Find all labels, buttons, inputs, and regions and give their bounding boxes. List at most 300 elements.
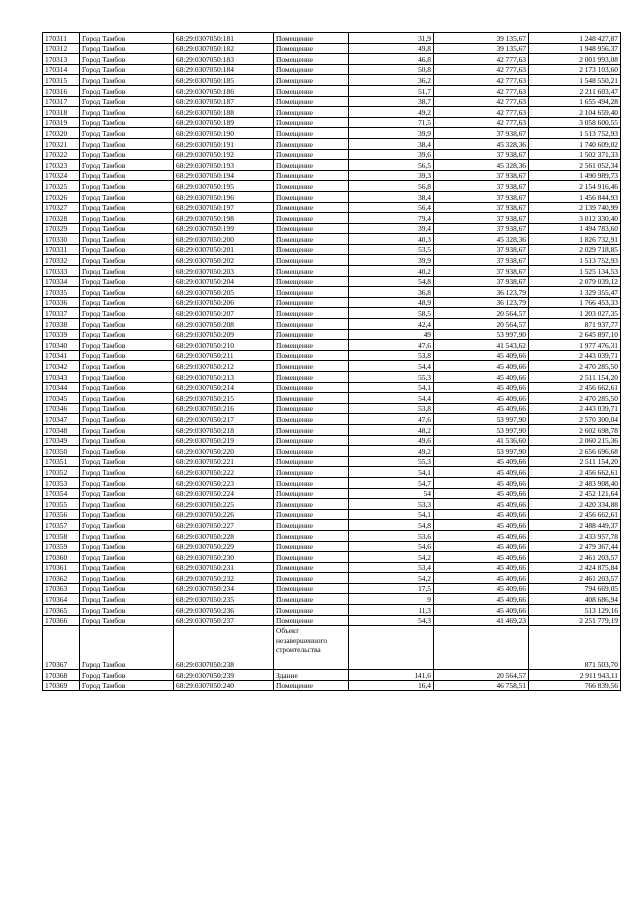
cell-record-id: 170311 (43, 33, 80, 44)
cell-city: Город Тамбов (80, 54, 174, 65)
cell-cadastral-number: 68:29:0307050:201 (174, 244, 274, 255)
cell-object-type: Помещение (274, 297, 349, 308)
cell-cadastral-number: 68:29:0307050:226 (174, 509, 274, 520)
cell-cadastral-value: 2 602 698,78 (529, 424, 621, 435)
cell-cadastral-value: 871 503,70 (529, 626, 621, 670)
cell-record-id: 170326 (43, 191, 80, 202)
cell-city: Город Тамбов (80, 350, 174, 361)
table-row (43, 202, 621, 213)
cell-city: Город Тамбов (80, 266, 174, 277)
cell-object-type: Помещение (274, 562, 349, 573)
cell-area: 54 (349, 488, 434, 499)
cell-area: 54,7 (349, 477, 434, 488)
cell-city: Город Тамбов (80, 499, 174, 510)
cell-record-id: 170339 (43, 329, 80, 340)
cell-area: 49,8 (349, 43, 434, 54)
cell-unit-value: 41 536,60 (434, 435, 529, 446)
cell-city: Город Тамбов (80, 393, 174, 404)
cell-cadastral-number: 68:29:0307050:186 (174, 85, 274, 96)
cell-object-type: Помещение (274, 583, 349, 594)
cell-cadastral-value: 2 456 662,61 (529, 509, 621, 520)
table-row (43, 488, 621, 499)
cell-cadastral-number: 68:29:0307050:200 (174, 234, 274, 245)
cell-cadastral-value: 2 211 603,47 (529, 85, 621, 96)
cell-record-id: 170363 (43, 583, 80, 594)
cell-city: Город Тамбов (80, 361, 174, 372)
cell-cadastral-value: 1 494 783,60 (529, 223, 621, 234)
cell-cadastral-value: 1 203 027,35 (529, 308, 621, 319)
cell-cadastral-number: 68:29:0307050:227 (174, 520, 274, 531)
cell-cadastral-value: 2 420 334,88 (529, 499, 621, 510)
cell-object-type: Помещение (274, 488, 349, 499)
cell-object-type: Помещение (274, 680, 349, 691)
cell-cadastral-value: 2 251 779,19 (529, 615, 621, 626)
table-row (43, 626, 621, 670)
cell-object-type: Объект незавершенного строительства (274, 626, 349, 670)
cell-unit-value: 45 409,66 (434, 552, 529, 563)
table-row (43, 615, 621, 626)
cell-cadastral-number: 68:29:0307050:206 (174, 297, 274, 308)
cell-object-type: Помещение (274, 605, 349, 616)
cell-area: 38,4 (349, 191, 434, 202)
cell-unit-value: 37 938,67 (434, 128, 529, 139)
cell-cadastral-value: 2 470 285,50 (529, 361, 621, 372)
cell-city: Город Тамбов (80, 202, 174, 213)
cell-city: Город Тамбов (80, 96, 174, 107)
cell-cadastral-number: 68:29:0307050:219 (174, 435, 274, 446)
cell-cadastral-value: 2 029 718,85 (529, 244, 621, 255)
cell-cadastral-number: 68:29:0307050:190 (174, 128, 274, 139)
cell-object-type: Помещение (274, 594, 349, 605)
cell-cadastral-value: 871 937,77 (529, 319, 621, 330)
cell-city: Город Тамбов (80, 477, 174, 488)
cell-object-type: Помещение (274, 43, 349, 54)
cell-object-type: Помещение (274, 287, 349, 298)
cell-cadastral-value: 1 329 355,47 (529, 287, 621, 298)
cell-cadastral-number: 68:29:0307050:229 (174, 541, 274, 552)
cell-unit-value: 45 409,66 (434, 382, 529, 393)
cell-cadastral-number: 68:29:0307050:202 (174, 255, 274, 266)
cell-city: Город Тамбов (80, 170, 174, 181)
cell-area: 54,1 (349, 382, 434, 393)
cell-city: Город Тамбов (80, 605, 174, 616)
cell-cadastral-number: 68:29:0307050:197 (174, 202, 274, 213)
cell-city: Город Тамбов (80, 244, 174, 255)
table-row (43, 75, 621, 86)
cell-unit-value: 45 409,66 (434, 477, 529, 488)
cell-cadastral-value: 2 511 154,20 (529, 372, 621, 383)
cell-cadastral-value: 2 456 662,61 (529, 467, 621, 478)
cell-city: Город Тамбов (80, 276, 174, 287)
cell-area: 54,1 (349, 467, 434, 478)
cell-cadastral-value: 513 129,16 (529, 605, 621, 616)
cell-cadastral-value: 2 570 300,04 (529, 414, 621, 425)
cell-cadastral-value: 2 456 662,61 (529, 382, 621, 393)
cell-unit-value: 39 135,67 (434, 43, 529, 54)
cell-record-id: 170328 (43, 213, 80, 224)
cell-cadastral-value: 1 977 476,31 (529, 340, 621, 351)
cell-unit-value: 45 409,66 (434, 509, 529, 520)
cell-object-type: Помещение (274, 329, 349, 340)
cell-object-type: Помещение (274, 520, 349, 531)
cell-area: 39,4 (349, 223, 434, 234)
cell-city: Город Тамбов (80, 435, 174, 446)
cell-record-id: 170354 (43, 488, 80, 499)
cell-cadastral-value: 2 470 285,50 (529, 393, 621, 404)
cell-city: Город Тамбов (80, 138, 174, 149)
cell-record-id: 170347 (43, 414, 80, 425)
cell-area: 54,4 (349, 393, 434, 404)
cell-unit-value: 53 997,90 (434, 424, 529, 435)
cell-record-id: 170366 (43, 615, 80, 626)
cell-cadastral-number: 68:29:0307050:222 (174, 467, 274, 478)
table-row (43, 329, 621, 340)
cell-cadastral-value: 1 548 550,21 (529, 75, 621, 86)
cell-unit-value: 53 997,90 (434, 414, 529, 425)
cell-unit-value: 20 564,57 (434, 308, 529, 319)
cell-unit-value: 42 777,63 (434, 64, 529, 75)
table-row (43, 361, 621, 372)
cell-cadastral-value: 766 839,56 (529, 680, 621, 691)
cell-unit-value: 45 409,66 (434, 562, 529, 573)
cell-area: 79,4 (349, 213, 434, 224)
cell-record-id: 170360 (43, 552, 80, 563)
cell-unit-value: 37 938,67 (434, 170, 529, 181)
cell-cadastral-value: 794 669,05 (529, 583, 621, 594)
cell-object-type: Помещение (274, 308, 349, 319)
table-body (43, 33, 621, 691)
cell-object-type: Помещение (274, 223, 349, 234)
cell-object-type: Помещение (274, 266, 349, 277)
cell-cadastral-value: 1 513 752,93 (529, 128, 621, 139)
table-row (43, 403, 621, 414)
cell-unit-value: 42 777,63 (434, 75, 529, 86)
table-row (43, 255, 621, 266)
cell-cadastral-value: 2 443 039,71 (529, 350, 621, 361)
cell-cadastral-number: 68:29:0307050:188 (174, 107, 274, 118)
cell-record-id: 170323 (43, 160, 80, 171)
cell-city: Город Тамбов (80, 117, 174, 128)
cell-cadastral-number: 68:29:0307050:230 (174, 552, 274, 563)
cell-object-type: Помещение (274, 276, 349, 287)
cell-area: 40,2 (349, 266, 434, 277)
cell-object-type: Помещение (274, 191, 349, 202)
cell-object-type: Помещение (274, 382, 349, 393)
cell-object-type: Помещение (274, 181, 349, 192)
table-row (43, 96, 621, 107)
cell-cadastral-value: 2 060 215,36 (529, 435, 621, 446)
cell-unit-value: 53 997,90 (434, 329, 529, 340)
cell-cadastral-number: 68:29:0307050:228 (174, 530, 274, 541)
cell-area: 54,2 (349, 573, 434, 584)
table-row (43, 85, 621, 96)
cell-cadastral-value: 1 655 494,28 (529, 96, 621, 107)
cell-cadastral-number: 68:29:0307050:207 (174, 308, 274, 319)
cell-city: Город Тамбов (80, 75, 174, 86)
cell-cadastral-value: 2 443 039,71 (529, 403, 621, 414)
cell-cadastral-number: 68:29:0307050:203 (174, 266, 274, 277)
cell-area: 54,8 (349, 520, 434, 531)
cell-unit-value: 37 938,67 (434, 276, 529, 287)
cell-object-type: Помещение (274, 456, 349, 467)
cell-area: 54,8 (349, 276, 434, 287)
cell-unit-value: 45 328,36 (434, 160, 529, 171)
cell-unit-value: 45 409,66 (434, 499, 529, 510)
table-row (43, 244, 621, 255)
cell-unit-value: 42 777,63 (434, 85, 529, 96)
cell-cadastral-value: 2 511 154,20 (529, 456, 621, 467)
cell-city: Город Тамбов (80, 414, 174, 425)
cell-unit-value: 42 777,63 (434, 54, 529, 65)
table-row (43, 276, 621, 287)
table-row (43, 435, 621, 446)
table-row (43, 605, 621, 616)
cell-cadastral-number: 68:29:0307050:215 (174, 393, 274, 404)
cell-cadastral-number: 68:29:0307050:192 (174, 149, 274, 160)
cell-record-id: 170327 (43, 202, 80, 213)
cell-area: 54,3 (349, 615, 434, 626)
cell-area: 46,8 (349, 54, 434, 65)
table-row (43, 287, 621, 298)
cell-record-id: 170344 (43, 382, 80, 393)
cell-cadastral-value: 1 513 752,93 (529, 255, 621, 266)
cell-area: 53,4 (349, 562, 434, 573)
cell-area: 11,3 (349, 605, 434, 616)
cell-area: 48,2 (349, 424, 434, 435)
table-row (43, 64, 621, 75)
cell-object-type: Помещение (274, 160, 349, 171)
cell-object-type: Помещение (274, 255, 349, 266)
cell-cadastral-number: 68:29:0307050:184 (174, 64, 274, 75)
cell-area: 55,3 (349, 372, 434, 383)
cell-cadastral-value: 1 248 427,87 (529, 33, 621, 44)
cell-unit-value: 36 123,79 (434, 297, 529, 308)
cell-cadastral-number: 68:29:0307050:213 (174, 372, 274, 383)
cell-unit-value: 46 758,51 (434, 680, 529, 691)
cell-record-id: 170367 (43, 626, 80, 670)
cell-object-type: Помещение (274, 403, 349, 414)
cell-object-type: Здание (274, 670, 349, 681)
cell-area: 48,9 (349, 297, 434, 308)
cell-object-type: Помещение (274, 244, 349, 255)
cell-area: 39,3 (349, 170, 434, 181)
cell-area: 38,7 (349, 96, 434, 107)
cell-record-id: 170346 (43, 403, 80, 414)
cell-record-id: 170361 (43, 562, 80, 573)
cell-area: 49,2 (349, 446, 434, 457)
cell-object-type: Помещение (274, 85, 349, 96)
table-row (43, 393, 621, 404)
cell-area: 17,5 (349, 583, 434, 594)
table-row (43, 191, 621, 202)
cell-unit-value: 45 409,66 (434, 541, 529, 552)
cell-record-id: 170335 (43, 287, 80, 298)
cell-unit-value: 37 938,67 (434, 266, 529, 277)
cell-cadastral-value: 2 104 659,40 (529, 107, 621, 118)
cell-area: 40,3 (349, 234, 434, 245)
cell-unit-value: 45 409,66 (434, 520, 529, 531)
cell-city: Город Тамбов (80, 340, 174, 351)
cell-object-type: Помещение (274, 117, 349, 128)
cell-cadastral-number: 68:29:0307050:216 (174, 403, 274, 414)
cell-cadastral-number: 68:29:0307050:223 (174, 477, 274, 488)
cell-cadastral-value: 2 079 039,12 (529, 276, 621, 287)
table-row (43, 138, 621, 149)
cell-record-id: 170356 (43, 509, 80, 520)
cell-object-type: Помещение (274, 372, 349, 383)
table-row (43, 382, 621, 393)
cell-cadastral-value: 1 525 134,53 (529, 266, 621, 277)
cell-record-id: 170330 (43, 234, 80, 245)
table-row (43, 223, 621, 234)
cell-cadastral-number: 68:29:0307050:236 (174, 605, 274, 616)
cell-record-id: 170343 (43, 372, 80, 383)
cell-city: Город Тамбов (80, 615, 174, 626)
cell-object-type: Помещение (274, 477, 349, 488)
cell-unit-value: 45 328,36 (434, 234, 529, 245)
cell-object-type: Помещение (274, 530, 349, 541)
cell-cadastral-number: 68:29:0307050:240 (174, 680, 274, 691)
cell-city: Город Тамбов (80, 223, 174, 234)
cell-record-id: 170353 (43, 477, 80, 488)
cell-object-type: Помещение (274, 213, 349, 224)
cell-record-id: 170364 (43, 594, 80, 605)
cell-cadastral-number: 68:29:0307050:182 (174, 43, 274, 54)
cell-area: 38,4 (349, 138, 434, 149)
cell-area: 36,8 (349, 287, 434, 298)
cell-cadastral-value: 1 502 371,33 (529, 149, 621, 160)
table-row (43, 509, 621, 520)
cell-city: Город Тамбов (80, 583, 174, 594)
cell-record-id: 170317 (43, 96, 80, 107)
cell-object-type: Помещение (274, 615, 349, 626)
cell-cadastral-number: 68:29:0307050:199 (174, 223, 274, 234)
table-row (43, 297, 621, 308)
cell-area: 36,2 (349, 75, 434, 86)
cell-city: Город Тамбов (80, 191, 174, 202)
cell-area: 50,8 (349, 64, 434, 75)
cell-record-id: 170329 (43, 223, 80, 234)
cell-city: Город Тамбов (80, 552, 174, 563)
cell-cadastral-number: 68:29:0307050:225 (174, 499, 274, 510)
cell-area: 49 (349, 329, 434, 340)
cell-unit-value: 39 135,67 (434, 33, 529, 44)
cell-object-type: Помещение (274, 424, 349, 435)
cell-city: Город Тамбов (80, 329, 174, 340)
cell-city: Город Тамбов (80, 446, 174, 457)
cell-cadastral-value: 2 911 943,11 (529, 670, 621, 681)
cell-cadastral-number: 68:29:0307050:196 (174, 191, 274, 202)
cell-object-type: Помещение (274, 170, 349, 181)
cell-city: Город Тамбов (80, 403, 174, 414)
table-row (43, 170, 621, 181)
cell-unit-value: 20 564,57 (434, 670, 529, 681)
cell-area: 49,2 (349, 107, 434, 118)
cell-unit-value: 53 997,90 (434, 446, 529, 457)
cell-record-id: 170348 (43, 424, 80, 435)
cell-record-id: 170313 (43, 54, 80, 65)
table-row (43, 530, 621, 541)
cell-object-type: Помещение (274, 64, 349, 75)
table-row (43, 117, 621, 128)
cell-cadastral-value: 2 001 993,08 (529, 54, 621, 65)
table-row (43, 446, 621, 457)
cell-area: 53,8 (349, 403, 434, 414)
cell-object-type: Помещение (274, 446, 349, 457)
cell-city: Город Тамбов (80, 319, 174, 330)
cell-cadastral-value: 2 424 875,84 (529, 562, 621, 573)
cell-cadastral-number: 68:29:0307050:187 (174, 96, 274, 107)
cell-cadastral-value: 2 488 449,37 (529, 520, 621, 531)
table-row (43, 266, 621, 277)
cell-record-id: 170357 (43, 520, 80, 531)
cell-object-type: Помещение (274, 414, 349, 425)
cell-cadastral-value: 408 686,94 (529, 594, 621, 605)
cell-cadastral-value: 1 456 844,93 (529, 191, 621, 202)
cell-cadastral-value: 1 766 453,33 (529, 297, 621, 308)
cell-cadastral-number: 68:29:0307050:210 (174, 340, 274, 351)
cell-object-type: Помещение (274, 128, 349, 139)
cell-area: 56,8 (349, 181, 434, 192)
cell-record-id: 170316 (43, 85, 80, 96)
cell-record-id: 170355 (43, 499, 80, 510)
table-row (43, 160, 621, 171)
cell-unit-value: 37 938,67 (434, 191, 529, 202)
cell-cadastral-number: 68:29:0307050:231 (174, 562, 274, 573)
cell-record-id: 170319 (43, 117, 80, 128)
cell-object-type: Помещение (274, 435, 349, 446)
cell-record-id: 170324 (43, 170, 80, 181)
cell-record-id: 170369 (43, 680, 80, 691)
cell-object-type: Помещение (274, 54, 349, 65)
cell-unit-value: 42 777,63 (434, 117, 529, 128)
cell-area: 47,6 (349, 340, 434, 351)
table-row (43, 456, 621, 467)
cell-object-type: Помещение (274, 75, 349, 86)
cell-cadastral-number: 68:29:0307050:181 (174, 33, 274, 44)
cell-record-id: 170368 (43, 670, 80, 681)
cell-cadastral-number: 68:29:0307050:189 (174, 117, 274, 128)
cell-object-type: Помещение (274, 340, 349, 351)
cell-cadastral-number: 68:29:0307050:204 (174, 276, 274, 287)
cell-cadastral-value: 2 461 203,57 (529, 573, 621, 584)
cell-cadastral-value: 3 012 330,40 (529, 213, 621, 224)
cell-unit-value: 45 409,66 (434, 530, 529, 541)
cell-city: Город Тамбов (80, 213, 174, 224)
table-row (43, 424, 621, 435)
cell-cadastral-value: 2 656 696,68 (529, 446, 621, 457)
cell-city: Город Тамбов (80, 670, 174, 681)
cell-unit-value: 37 938,67 (434, 181, 529, 192)
cell-cadastral-number: 68:29:0307050:234 (174, 583, 274, 594)
cell-unit-value: 42 777,63 (434, 107, 529, 118)
cell-area: 42,4 (349, 319, 434, 330)
table-row (43, 372, 621, 383)
cell-object-type: Помещение (274, 393, 349, 404)
table-row (43, 552, 621, 563)
cell-city: Город Тамбов (80, 107, 174, 118)
cell-area: 53,8 (349, 350, 434, 361)
cell-record-id: 170315 (43, 75, 80, 86)
cell-city: Город Тамбов (80, 509, 174, 520)
table-row (43, 234, 621, 245)
cell-unit-value: 45 409,66 (434, 350, 529, 361)
cell-record-id: 170322 (43, 149, 80, 160)
cell-cadastral-value: 2 561 052,34 (529, 160, 621, 171)
cell-cadastral-number: 68:29:0307050:198 (174, 213, 274, 224)
cell-record-id: 170337 (43, 308, 80, 319)
cell-cadastral-number: 68:29:0307050:205 (174, 287, 274, 298)
